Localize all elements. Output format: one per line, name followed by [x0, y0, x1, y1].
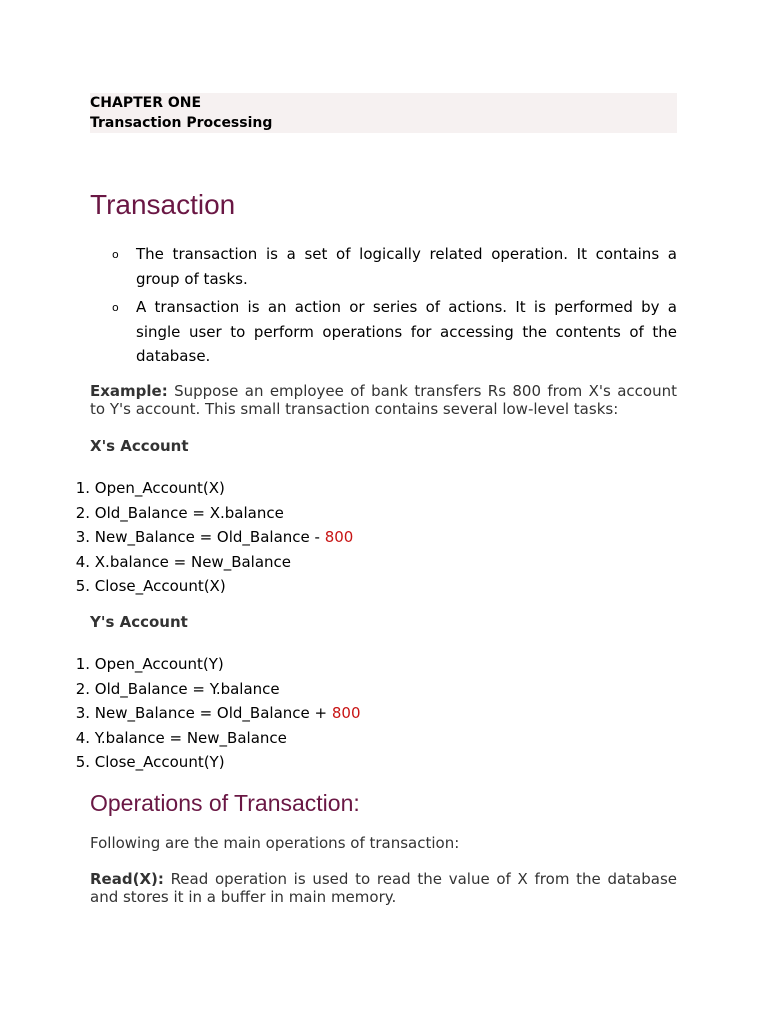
step-text: Close_Account(Y): [94, 753, 225, 771]
list-item: [56, 525, 353, 550]
chapter-header: [90, 93, 677, 133]
list-item: [56, 701, 361, 726]
x-account-heading: X's Account: [90, 437, 189, 455]
operations-intro: Following are the main operations of transaction:: [90, 834, 460, 852]
list-item: [56, 726, 361, 751]
step-number: 1.: [75, 479, 90, 497]
step-number: 5.: [75, 577, 90, 595]
step-text: New_Balance = Old_Balance +: [94, 704, 332, 722]
step-highlight: 800: [324, 528, 354, 546]
step-text: Old_Balance = X.balance: [94, 503, 284, 522]
step-number: 1.: [75, 655, 90, 673]
definition-list: [112, 242, 677, 373]
step-text: X.balance = New_Balance: [94, 552, 292, 571]
list-item: [56, 501, 353, 526]
step-text: Y.balance = New_Balance: [94, 728, 287, 747]
list-item: [56, 476, 353, 501]
bullet-marker: o: [112, 301, 119, 314]
list-item: [112, 295, 677, 369]
step-text: New_Balance = Old_Balance -: [94, 528, 325, 546]
step-number: 3.: [75, 704, 90, 722]
step-highlight: 800: [331, 704, 361, 722]
x-account-steps: [56, 476, 353, 599]
section-heading-operations: Operations of Transaction:: [90, 790, 360, 816]
section-heading-transaction: Transaction: [90, 189, 236, 220]
list-item: [112, 242, 677, 291]
list-item: [56, 550, 353, 575]
list-item: [56, 677, 361, 702]
chapter-number: CHAPTER ONE: [90, 95, 202, 111]
step-number: 4.: [75, 552, 90, 571]
step-number: 2.: [75, 679, 90, 698]
step-text: Open_Account(Y): [94, 655, 224, 673]
chapter-title: Transaction Processing: [90, 115, 273, 131]
list-item-text: A transaction is an action or series of actions. It is performed by a single user to perform operations for accessing the contents of the database.: [136, 298, 677, 365]
step-text: Close_Account(X): [94, 577, 226, 595]
read-operation-paragraph: [90, 871, 677, 906]
list-item: [56, 750, 361, 775]
step-number: 3.: [75, 528, 90, 546]
read-op-label: Read(X):: [90, 870, 164, 888]
example-text: Suppose an employee of bank transfers Rs 800 from X's account to Y's account. This small transaction contains several low-level tasks:: [90, 382, 677, 418]
example-label: Example:: [90, 382, 168, 400]
example-paragraph: [90, 383, 677, 418]
list-item-text: The transaction is a set of logically related operation. It contains a group of tasks.: [136, 245, 677, 288]
step-number: 2.: [75, 503, 90, 522]
step-text: Open_Account(X): [94, 479, 225, 497]
step-text: Old_Balance = Y.balance: [94, 679, 280, 698]
step-number: 5.: [75, 753, 90, 771]
bullet-marker: o: [112, 248, 119, 261]
read-op-text: Read operation is used to read the value of X from the database and stores it in a buffer in main memory.: [90, 870, 677, 906]
list-item: [56, 652, 361, 677]
y-account-steps: [56, 652, 361, 775]
step-number: 4.: [75, 728, 90, 747]
y-account-heading: Y's Account: [90, 613, 188, 631]
list-item: [56, 574, 353, 599]
